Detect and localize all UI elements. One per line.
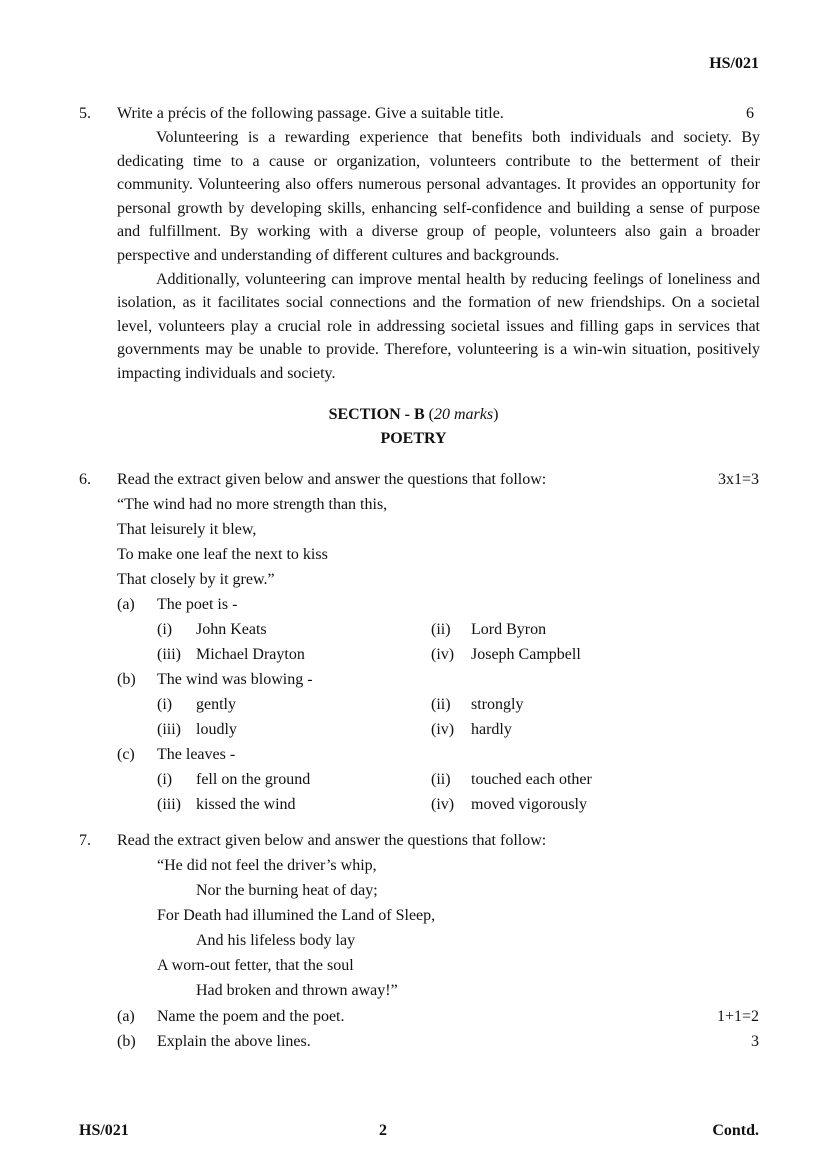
section-close-paren: ) bbox=[493, 406, 499, 423]
q6a-question: The poet is - bbox=[157, 596, 238, 613]
q7a-question: Name the poem and the poet. bbox=[157, 1008, 345, 1025]
section-open-paren: ( bbox=[428, 406, 434, 423]
q6-extract-line-4: That closely by it grew.” bbox=[117, 571, 275, 588]
q6b-label: (b) bbox=[117, 671, 136, 688]
section-marks: 20 marks bbox=[433, 406, 494, 423]
q6b-opt1-label: (i) bbox=[157, 696, 173, 713]
q6c-question: The leaves - bbox=[157, 746, 236, 763]
section-subtitle: POETRY bbox=[380, 430, 447, 447]
q5-marks: 6 bbox=[746, 105, 754, 122]
q5-prompt: Write a précis of the following passage. Give a suitable title. bbox=[117, 105, 504, 122]
q6b-opt3-text: loudly bbox=[196, 721, 237, 738]
q7a-label: (a) bbox=[117, 1008, 135, 1025]
q6b-opt4-text: hardly bbox=[471, 721, 512, 738]
q6c-opt2-text: touched each other bbox=[471, 771, 592, 788]
footer-code: HS/021 bbox=[79, 1122, 129, 1139]
q5-passage bbox=[117, 126, 760, 386]
q7a-marks: 1+1=2 bbox=[716, 1008, 759, 1025]
q6c-label: (c) bbox=[117, 746, 135, 763]
section-title: SECTION - B bbox=[328, 406, 425, 423]
q7-number: 7. bbox=[79, 832, 91, 849]
q6c-opt1-text: fell on the ground bbox=[196, 771, 311, 788]
q6a-opt1-label: (i) bbox=[157, 621, 173, 638]
footer-contd: Contd. bbox=[712, 1122, 759, 1139]
q6a-opt3-text: Michael Drayton bbox=[196, 646, 305, 663]
q6-prompt: Read the extract given below and answer the questions that follow: bbox=[117, 471, 547, 488]
q6c-opt4-label: (iv) bbox=[431, 796, 455, 813]
q6c-opt4-text: moved vigorously bbox=[471, 796, 587, 813]
q6a-opt2-text: Lord Byron bbox=[471, 621, 547, 638]
q7-extract-line-4: And his lifeless body lay bbox=[196, 932, 356, 949]
q7-extract-line-2: Nor the burning heat of day; bbox=[196, 882, 378, 899]
q6b-opt4-label: (iv) bbox=[431, 721, 455, 738]
q6-extract-line-1: “The wind had no more strength than this, bbox=[117, 496, 388, 513]
q6c-opt3-label: (iii) bbox=[157, 796, 181, 813]
q6b-opt1-text: gently bbox=[196, 696, 236, 713]
q6-extract-line-2: That leisurely it blew, bbox=[117, 521, 257, 538]
q7b-marks: 3 bbox=[751, 1033, 759, 1050]
q5-number: 5. bbox=[79, 105, 91, 122]
q6b-opt2-label: (ii) bbox=[431, 696, 451, 713]
q6a-opt2-label: (ii) bbox=[431, 621, 451, 638]
q5-paragraph-2: Additionally, volunteering can improve mental health by reducing feelings of loneliness and isolation, as it facilitates social connections and the formation of new friendships. On a societal level, volunteers play a crucial role in addressing societal issues and filling gaps in services that governments may be unable to provide. Therefore, volunteering is a win-win situation, positively impacting individuals and society. bbox=[117, 270, 760, 382]
q6a-opt3-label: (iii) bbox=[157, 646, 181, 663]
header-code: HS/021 bbox=[709, 55, 759, 72]
q7b-label: (b) bbox=[117, 1033, 136, 1050]
q6a-opt1-text: John Keats bbox=[196, 621, 267, 638]
q6-number: 6. bbox=[79, 471, 91, 488]
q7-extract-line-6: Had broken and thrown away!” bbox=[196, 982, 398, 999]
q6c-opt1-label: (i) bbox=[157, 771, 173, 788]
q6b-question: The wind was blowing - bbox=[157, 671, 313, 688]
q7-extract-line-3: For Death had illumined the Land of Sleep, bbox=[157, 907, 436, 924]
q6a-opt4-text: Joseph Campbell bbox=[471, 646, 581, 663]
q6-marks: 3x1=3 bbox=[717, 471, 759, 488]
q7b-question: Explain the above lines. bbox=[157, 1033, 311, 1050]
q6c-opt3-text: kissed the wind bbox=[196, 796, 296, 813]
q6b-opt3-label: (iii) bbox=[157, 721, 181, 738]
q6c-opt2-label: (ii) bbox=[431, 771, 451, 788]
q5-paragraph-1: Volunteering is a rewarding experience that benefits both individuals and society. By dedicating time to a cause or organization, volunteers contribute to the betterment of their community. Volunteering also offers numerous personal advantages. It provides an opportunity for personal growth by developing skills, enhancing self-confidence and building a sense of purpose and fulfillment. By working with a diverse group of people, volunteers also gain a broader perspective and understanding of different cultures and backgrounds. bbox=[117, 129, 760, 264]
q6a-label: (a) bbox=[117, 596, 135, 613]
q6b-opt2-text: strongly bbox=[471, 696, 524, 713]
q6-extract-line-3: To make one leaf the next to kiss bbox=[117, 546, 328, 563]
q7-prompt: Read the extract given below and answer the questions that follow: bbox=[117, 832, 547, 849]
q6a-opt4-label: (iv) bbox=[431, 646, 455, 663]
section-heading bbox=[0, 406, 827, 424]
footer-page-number: 2 bbox=[379, 1122, 387, 1139]
q7-extract-line-5: A worn-out fetter, that the soul bbox=[157, 957, 354, 974]
q7-extract-line-1: “He did not feel the driver’s whip, bbox=[157, 857, 377, 874]
